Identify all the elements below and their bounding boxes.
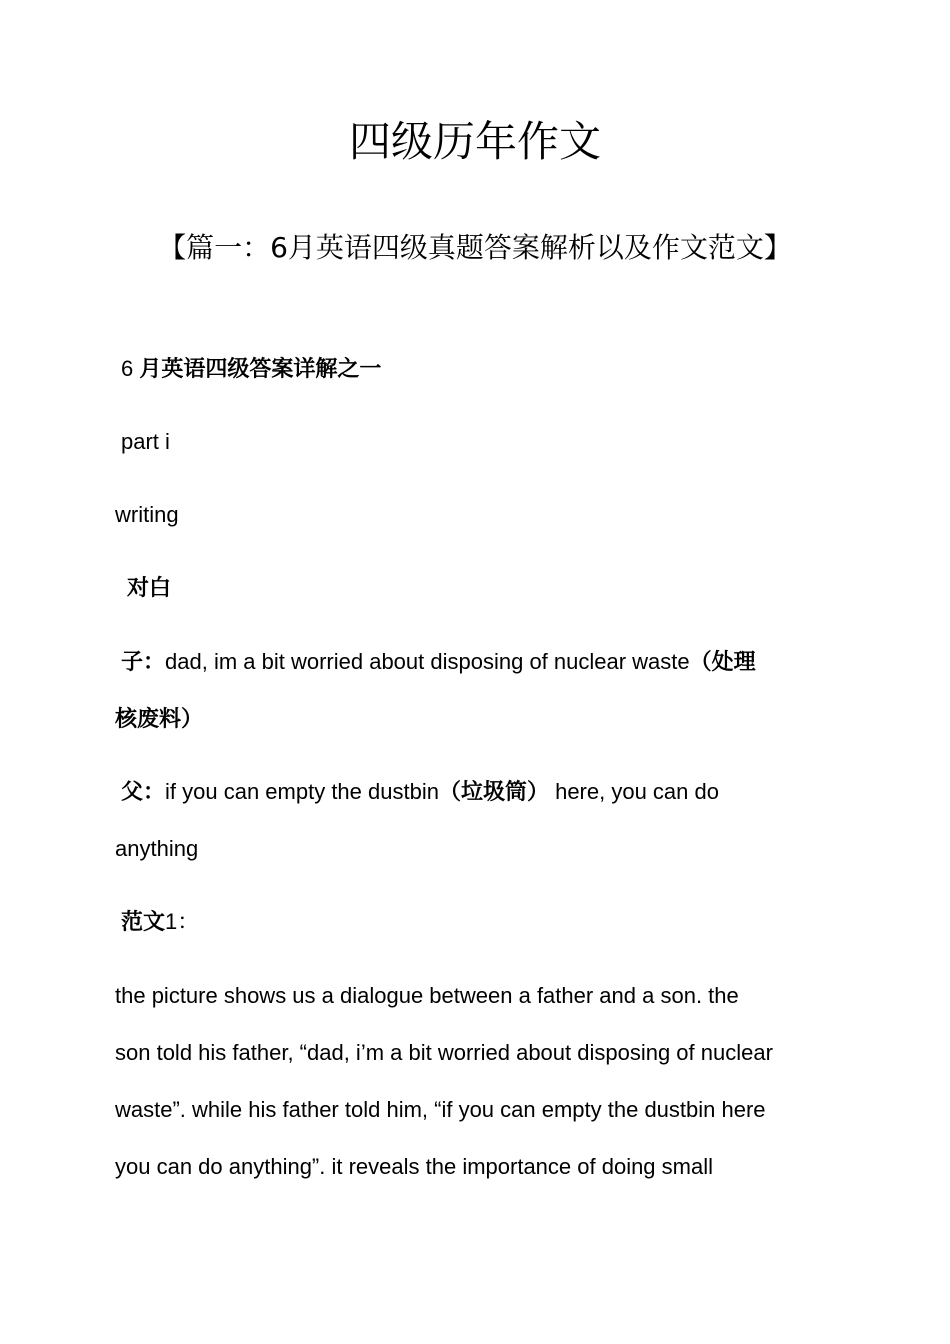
section-heading-text: 月英语四级答案详解之一 [139,357,382,382]
section-heading-number: 6 [121,356,134,381]
son-gloss-start: （处理 [689,650,756,675]
sample-number: 1： [165,909,200,934]
section-heading [121,352,381,387]
sample-paragraph-line: son told his father, “dad, i’m a bit worried about disposing of nuclear [115,1040,773,1065]
father-gloss: （垃圾筒） [438,780,549,805]
sample-paragraph-line: the picture shows us a dialogue between a father and a son. the [115,983,739,1008]
writing-label: writing [115,502,179,527]
part-label: part i [121,429,170,454]
father-speaker-label: 父： [121,780,166,805]
son-dialogue-line [121,645,756,680]
sample-paragraph-line: you can do anything”. it reveals the importance of doing small [115,1154,713,1179]
son-gloss-end: 核废料） [115,707,204,732]
father-dialogue-text: if you can empty the dustbin [165,779,439,804]
document-title: 四级历年作文 [348,117,601,166]
document-subtitle: 【篇一：6月英语四级真题答案解析以及作文范文】 [158,231,792,264]
son-speaker-label: 子： [121,650,166,675]
sample-paragraph-line: waste”. while his father told him, “if you can empty the dustbin here [115,1097,766,1122]
sample-heading [121,905,199,940]
son-dialogue-text: dad, im a bit worried about disposing of nuclear waste [165,649,690,674]
father-dialogue-wrap: anything [115,836,199,861]
sample-label: 范文 [121,910,166,935]
dialogue-heading: 对白 [127,576,172,601]
father-dialogue-text-cont: here, you can do [548,779,719,804]
father-dialogue-line [121,775,719,810]
